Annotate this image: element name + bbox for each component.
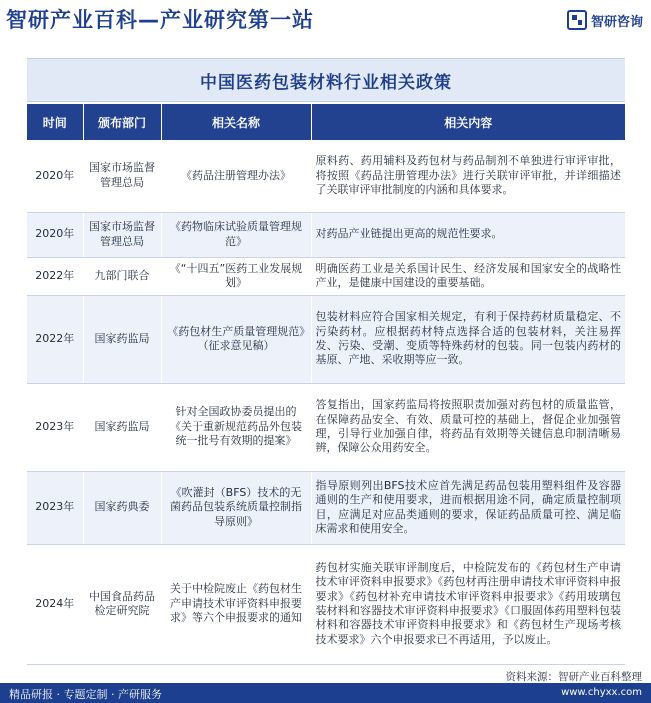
brand-name: 智研咨询 xyxy=(590,14,643,30)
column-header-time: 时间 xyxy=(27,104,83,140)
column-header-dept: 颁布部门 xyxy=(83,104,161,140)
row-year: 2020年 xyxy=(27,140,83,212)
row-dept: 国家市场监督管理总局 xyxy=(83,140,161,212)
table-title: 中国医药包装材料行业相关政策 xyxy=(200,72,452,93)
row-name: 《药品注册管理办法》 xyxy=(161,140,311,212)
table-row xyxy=(27,471,625,544)
row-content: 指导原则列出BFS技术应首先满足药品包装用塑料组件及容器通则的生产和使用要求，进而根据用途不同，确定质量控制项目，应满足对应品类通则的要求，保证药品质量可控、满足临床需求和使用安全。 xyxy=(311,471,625,544)
row-year: 2020年 xyxy=(27,212,83,257)
row-name: 《“十四五”医药工业发展规划》 xyxy=(161,257,311,295)
table-row xyxy=(27,295,625,383)
row-content: 明确医药工业是关系国计民生、经济发展和国家安全的战略性产业，是健康中国建设的重要基础。 xyxy=(311,257,625,295)
table-row xyxy=(27,257,625,295)
table-row xyxy=(27,212,625,257)
row-year: 2022年 xyxy=(27,295,83,383)
table-row xyxy=(27,140,625,212)
policy-table xyxy=(27,104,625,665)
column-header-name: 相关名称 xyxy=(161,104,311,140)
row-year: 2022年 xyxy=(27,257,83,295)
zhiyan-logo-icon xyxy=(567,10,587,30)
row-year: 2023年 xyxy=(27,471,83,544)
row-year: 2024年 xyxy=(27,544,83,664)
table-header-row xyxy=(27,104,625,140)
footer-services: 精品研报 · 专题定制 · 产研服务 xyxy=(9,688,162,701)
row-dept: 国家市场监督管理总局 xyxy=(83,212,161,257)
footer-url[interactable]: www.chyxx.com xyxy=(561,687,642,698)
row-name: 关于中检院废止《药包材生产申请技术审评资料申报要求》等六个申报要求的通知 xyxy=(161,544,311,664)
row-dept: 九部门联合 xyxy=(83,257,161,295)
row-dept: 国家药典委 xyxy=(83,471,161,544)
row-name: 《药包材生产质量管理规范》（征求意见稿） xyxy=(161,295,311,383)
row-content: 答复指出，国家药监局将按照职责加强对药包材的质量监管，在保障药品安全、有效、质量可控的基础上，督促企业加强管理，引导行业加强自律，将药品有效期等关键信息印制清晰易辨，保障公众用药安全。 xyxy=(311,383,625,471)
table-row xyxy=(27,383,625,471)
source-note: 资料来源：智研产业百科整理 xyxy=(505,671,642,683)
table-row xyxy=(27,544,625,664)
page-footer xyxy=(0,683,651,703)
row-dept: 国家药监局 xyxy=(83,383,161,471)
row-dept: 国家药监局 xyxy=(83,295,161,383)
site-title: 智研产业百科—产业研究第一站 xyxy=(6,8,314,32)
row-content: 原料药、药用辅料及药包材与药品制剂不单独进行审评审批，将按照《药品注册管理办法》进行关联审评审批，并详细描述了关联审评审批制度的内涵和具体要求。 xyxy=(311,140,625,212)
column-header-content: 相关内容 xyxy=(311,104,625,140)
row-content: 对药品产业链提出更高的规范性要求。 xyxy=(311,212,625,257)
row-name: 《吹灌封（BFS）技术的无菌药品包装系统质量控制指导原则》 xyxy=(161,471,311,544)
table-title-box xyxy=(27,58,625,102)
brand[interactable] xyxy=(567,10,643,30)
row-content: 包装材料应符合国家相关规定，有利于保持药材质量稳定、不污染药材。应根据药材特点选择合适的包装材料，关注易挥发、污染、受潮、变质等特殊药材的包装。同一包装内药材的基原、产地、采收期等应一致。 xyxy=(311,295,625,383)
row-dept: 中国食品药品检定研究院 xyxy=(83,544,161,664)
page-header xyxy=(0,0,651,40)
row-content: 药包材实施关联审评制度后，中检院发布的《药包材生产申请技术审评资料申报要求》《药包材再注册申请技术审评资料申报要求》《药包材补充申请技术审评资料申报要求》《药用玻璃包装材料和容器技术审评资料申报要求》《口服固体药用塑料包装材料和容器技术审评资料申报要求》和《药包材生产现场考核技术要求》六个申报要求已不再适用，予以废止。 xyxy=(311,544,625,664)
row-year: 2023年 xyxy=(27,383,83,471)
row-name: 针对全国政协委员提出的《关于重新规范药品外包装统一批号有效期的提案》 xyxy=(161,383,311,471)
row-name: 《药物临床试验质量管理规范》 xyxy=(161,212,311,257)
